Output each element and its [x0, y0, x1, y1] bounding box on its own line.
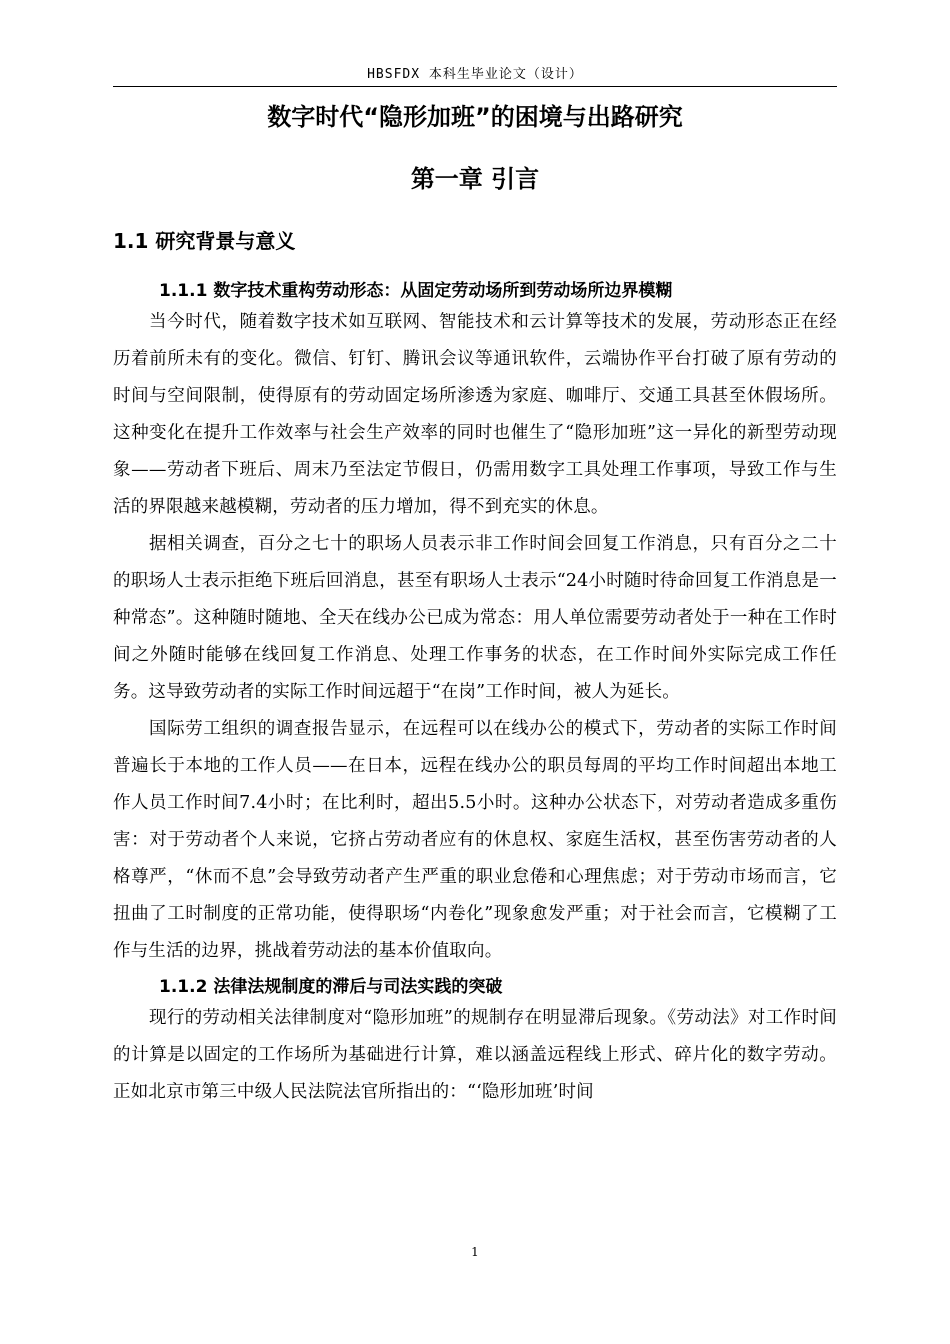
header-rule — [113, 86, 837, 87]
page-number: 1 — [471, 1245, 479, 1259]
body-paragraph: 当今时代，随着数字技术如互联网、智能技术和云计算等技术的发展，劳动形态正在经历着前所未有的变化。微信、钉钉、腾讯会议等通讯软件，云端协作平台打破了原有劳动的时间与空间限制，使得原有的劳动固定场所渗透为家庭、咖啡厅、交通工具甚至休假场所。这种变化在提升工作效率与社会生产效率的同时也催生了“隐形加班”这一异化的新型劳动现象——劳动者下班后、周末乃至法定节假日，仍需用数字工具处理工作事项，导致工作与生活的界限越来越模糊，劳动者的压力增加，得不到充实的休息。 — [113, 312, 837, 517]
running-header: HBSFDX 本科生毕业论文（设计） — [367, 67, 583, 82]
page-content — [113, 100, 837, 1111]
body-paragraph: 据相关调查，百分之七十的职场人员表示非工作时间会回复工作消息，只有百分之二十的职场人士表示拒绝下班后回消息，甚至有职场人士表示“24小时随时待命回复工作消息是一种常态”。这种随时随地、全天在线办公已成为常态：用人单位需要劳动者处于一种在工作时间之外随时能够在线回复工作消息、处理工作事务的状态，在工作时间外实际完成工作任务。这导致劳动者的实际工作时间远超于“在岗”工作时间，被人为延长。 — [113, 534, 837, 702]
subsection-heading-1-1-2: 1.1.2 法律法规制度的滞后与司法实践的突破 — [159, 977, 503, 997]
subsection-heading-1-1-1: 1.1.1 数字技术重构劳动形态：从固定劳动场所到劳动场所边界模糊 — [159, 281, 673, 301]
document-title: 数字时代“隐形加班”的困境与出路研究 — [267, 103, 683, 131]
body-paragraph: 国际劳工组织的调查报告显示，在远程可以在线办公的模式下，劳动者的实际工作时间普遍长于本地的工作人员——在日本，远程在线办公的职员每周的平均工作时间超出本地工作人员工作时间7.4小时；在比利时，超出5.5小时。这种办公状态下，对劳动者造成多重伤害：对于劳动者个人来说，它挤占劳动者应有的休息权、家庭生活权，甚至伤害劳动者的人格尊严，“休而不息”会导致劳动者产生严重的职业怠倦和心理焦虑；对于劳动市场而言，它扭曲了工时制度的正常功能，使得职场“内卷化”现象愈发严重；对于社会而言，它模糊了工作与生活的边界，挑战着劳动法的基本价值取向。 — [113, 719, 837, 961]
section-heading-1-1: 1.1 研究背景与意义 — [113, 229, 296, 253]
chapter-title: 第一章 引言 — [410, 165, 540, 193]
body-paragraph: 现行的劳动相关法律制度对“隐形加班”的规制存在明显滞后现象。《劳动法》对工作时间的计算是以固定的工作场所为基础进行计算，难以涵盖远程线上形式、碎片化的数字劳动。正如北京市第三中级人民法院法官所指出的：“‘隐形加班’时间 — [113, 1008, 837, 1102]
